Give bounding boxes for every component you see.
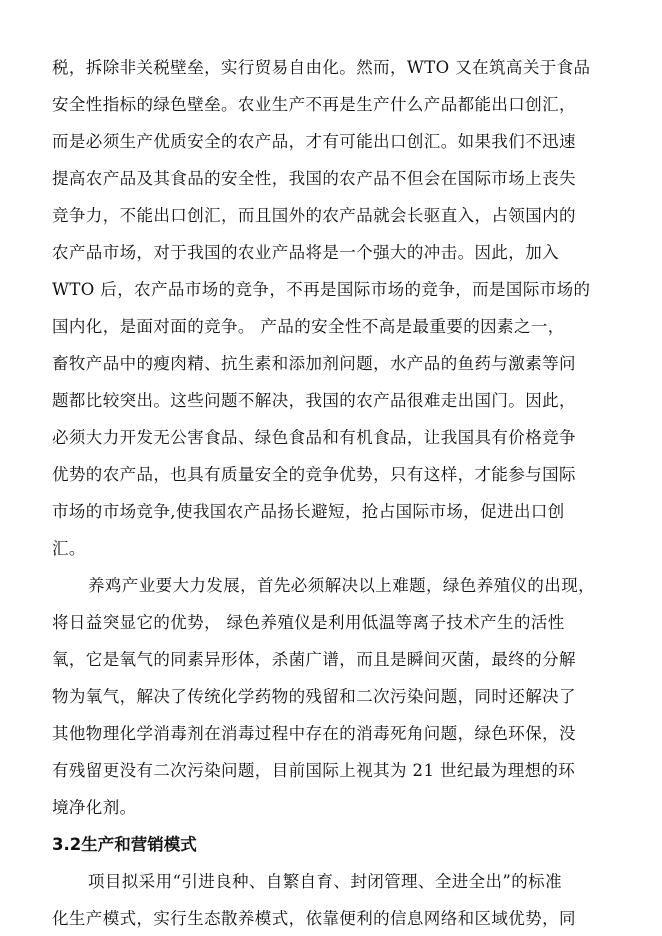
paragraph-1-line: 竞争力，不能出口创汇，而且国外的农产品就会长驱直入，占领国内的	[52, 206, 576, 225]
paragraph-1-line: 国内化，是面对面的竞争。 产品的安全性不高是最重要的因素之一，	[52, 317, 565, 336]
paragraph-2-line: 将日益突显它的优势， 绿色养殖仪是利用低温等离子技术产生的活性	[52, 613, 565, 632]
section-heading: 3.2生产和营销模式	[52, 835, 197, 854]
paragraph-2-line: 氧，它是氧气的同素异形体，杀菌广谱，而且是瞬间灭菌，最终的分解	[52, 650, 576, 669]
paragraph-1-line: 汇。	[52, 539, 86, 558]
paragraph-2-line: 境净化剂。	[52, 798, 137, 817]
paragraph-2-line: 养鸡产业要大力发展，首先必须解决以上难题，绿色养殖仪的出现，	[88, 576, 595, 595]
paragraph-2-line: 其他物理化学消毒剂在消毒过程中存在的消毒死角问题，绿色环保，没	[52, 724, 576, 743]
paragraph-1-line: 而是必须生产优质安全的农产品，才有可能出口创汇。如果我们不迅速	[52, 132, 576, 151]
paragraph-1-line: 税，拆除非关税壁垒，实行贸易自由化。然而，WTO 又在筑高关于食品	[52, 58, 591, 77]
paragraph-1-line: 优势的农产品，也具有质量安全的竞争优势，只有这样，才能参与国际	[52, 465, 576, 484]
paragraph-3-line: 项目拟采用“引进良种、自繁自育、封闭管理、全进全出”的标准	[88, 872, 562, 891]
paragraph-1-line: 安全性指标的绿色壁垒。农业生产不再是生产什么产品都能出口创汇，	[52, 95, 576, 114]
paragraph-1-line: 提高农产品及其食品的安全性，我国的农产品不但会在国际市场上丧失	[52, 169, 576, 188]
paragraph-2-line: 物为氧气，解决了传统化学药物的残留和二次污染问题，同时还解决了	[52, 687, 576, 706]
paragraph-2-line: 有残留更没有二次污染问题，目前国际上视其为 21 世纪最为理想的环	[52, 761, 576, 780]
paragraph-1-line: 畜牧产品中的瘦肉精、抗生素和添加剂问题，水产品的鱼药与激素等问	[52, 354, 576, 373]
paragraph-3-line: 化生产模式，实行生态散养模式，依靠便利的信息网络和区域优势，同	[52, 909, 576, 928]
paragraph-1-line: WTO 后，农产品市场的竞争，不再是国际市场的竞争，而是国际市场的	[52, 280, 591, 299]
paragraph-1-line: 题都比较突出。这些问题不解决，我国的农产品很难走出国门。因此，	[52, 391, 576, 410]
paragraph-1-line: 市场的市场竞争,使我国农产品扬长避短，抢占国际市场，促进出口创	[52, 502, 565, 521]
paragraph-1-line: 农产品市场，对于我国的农业产品将是一个强大的冲击。因此，加入	[52, 243, 559, 262]
paragraph-1-line: 必须大力开发无公害食品、绿色食品和有机食品，让我国具有价格竞争	[52, 428, 576, 447]
